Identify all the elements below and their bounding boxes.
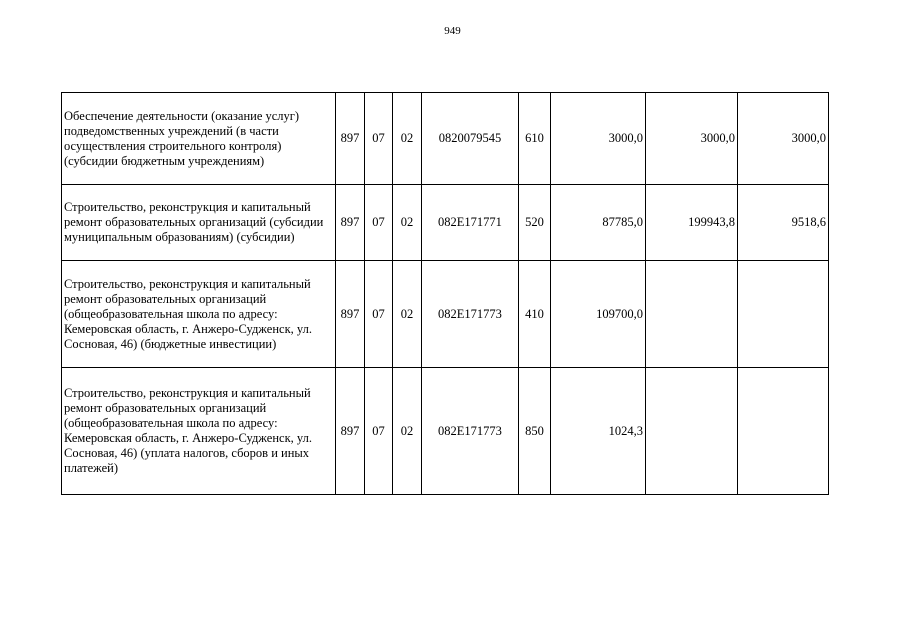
expense-name-cell: Строительство, реконструкция и капитальный ремонт образовательных организаций (субсидии муниципальным образованиям) (субсидии) bbox=[62, 185, 336, 261]
amount-2-cell: 3000,0 bbox=[646, 93, 738, 185]
section-code-cell: 07 bbox=[365, 261, 393, 368]
ministry-code-cell: 897 bbox=[336, 261, 365, 368]
expense-type-cell: 850 bbox=[519, 368, 551, 495]
expense-type-cell: 610 bbox=[519, 93, 551, 185]
amount-3-cell bbox=[738, 368, 829, 495]
subsection-code-cell: 02 bbox=[393, 261, 422, 368]
ministry-code-cell: 897 bbox=[336, 368, 365, 495]
table-row bbox=[62, 261, 829, 368]
amount-1-cell: 1024,3 bbox=[551, 368, 646, 495]
target-article-cell: 082E171773 bbox=[422, 261, 519, 368]
amount-2-cell: 199943,8 bbox=[646, 185, 738, 261]
section-code-cell: 07 bbox=[365, 368, 393, 495]
table-row bbox=[62, 368, 829, 495]
amount-3-cell: 3000,0 bbox=[738, 93, 829, 185]
expense-name-cell: Строительство, реконструкция и капитальный ремонт образовательных организаций (общеобразовательная школа по адресу: Кемеровская область, г. Анжеро-Судженск, ул. Сосновая, 46) (уплата налогов, сборов и иных платежей) bbox=[62, 368, 336, 495]
target-article-cell: 082E171771 bbox=[422, 185, 519, 261]
subsection-code-cell: 02 bbox=[393, 185, 422, 261]
expense-name-cell: Обеспечение деятельности (оказание услуг) подведомственных учреждений (в части осуществления строительного контроля) (субсидии бюджетным учреждениям) bbox=[62, 93, 336, 185]
amount-3-cell bbox=[738, 261, 829, 368]
amount-1-cell: 109700,0 bbox=[551, 261, 646, 368]
ministry-code-cell: 897 bbox=[336, 185, 365, 261]
amount-2-cell bbox=[646, 261, 738, 368]
amount-1-cell: 3000,0 bbox=[551, 93, 646, 185]
amount-1-cell: 87785,0 bbox=[551, 185, 646, 261]
ministry-code-cell: 897 bbox=[336, 93, 365, 185]
expense-type-cell: 520 bbox=[519, 185, 551, 261]
subsection-code-cell: 02 bbox=[393, 93, 422, 185]
table-row bbox=[62, 93, 829, 185]
subsection-code-cell: 02 bbox=[393, 368, 422, 495]
expense-type-cell: 410 bbox=[519, 261, 551, 368]
section-code-cell: 07 bbox=[365, 93, 393, 185]
amount-2-cell bbox=[646, 368, 738, 495]
amount-3-cell: 9518,6 bbox=[738, 185, 829, 261]
target-article-cell: 0820079545 bbox=[422, 93, 519, 185]
table-row bbox=[62, 185, 829, 261]
expense-name-cell: Строительство, реконструкция и капитальный ремонт образовательных организаций (общеобразовательная школа по адресу: Кемеровская область, г. Анжеро-Судженск, ул. Сосновая, 46) (бюджетные инвестиции) bbox=[62, 261, 336, 368]
section-code-cell: 07 bbox=[365, 185, 393, 261]
target-article-cell: 082E171773 bbox=[422, 368, 519, 495]
budget-table bbox=[61, 92, 829, 495]
page-number: 949 bbox=[444, 25, 461, 37]
